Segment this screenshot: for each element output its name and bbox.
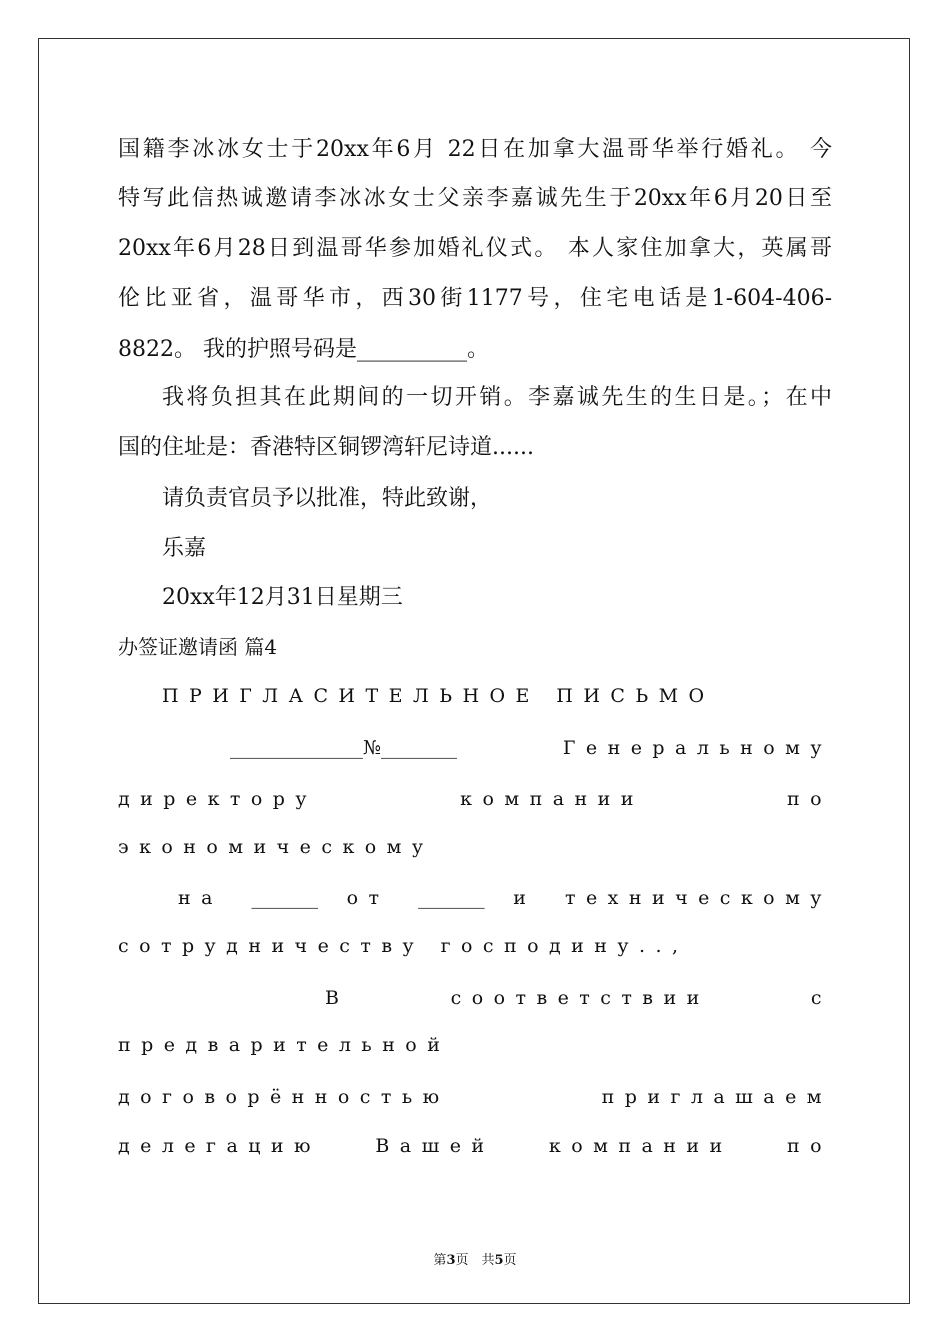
ru-word: делегацию [118,1135,322,1157]
footer-suffix: 页 [503,1253,517,1268]
ru-line [118,1086,832,1108]
ru-line [118,788,832,810]
ru-word: Вашей [375,1135,495,1157]
section-heading: 办签证邀请函 篇4 [118,635,278,659]
ru-word: компании [548,1135,733,1157]
ru-title: ПРИГЛАСИТЕЛЬНОЕ ПИСЬМО [162,685,715,707]
body-line: 伦比亚省，温哥华市，西30街1177号，住宅电话是1-604-406- [118,286,832,311]
ru-line [325,987,832,1009]
ru-line [230,737,832,759]
ru-line: сотрудничеству господину.., [118,935,689,957]
body-line: 我将负担其在此期间的一切开销。李嘉诚先生的生日是。；在中 [162,385,832,410]
ru-word: на [178,887,223,909]
footer-mid: 页 共 [455,1253,495,1268]
footer-page-number: 3 [446,1253,456,1268]
ru-word: соответствии [450,987,710,1009]
page-footer [0,1249,950,1268]
ru-word: директору [118,788,317,810]
ru-word: от [346,887,390,909]
ru-word: по [786,788,832,810]
ru-fill-blank: _______ [251,887,319,909]
ru-line: экономическому [118,836,434,858]
body-line: 国籍李冰冰女士于20xx年6月 22日在加拿大温哥华举行婚礼。 今 [118,137,832,162]
body-line: 国的住址是：香港特区铜锣湾轩尼诗道...... [118,435,534,460]
body-line: 8822。 我的护照号码是__________。 [118,337,489,362]
ru-word: с [810,987,832,1009]
body-line: 20xx年6月28日到温哥华参加婚礼仪式。 本人家住加拿大，英属哥 [118,236,832,261]
ru-word: и [513,887,537,909]
page-border [38,38,910,1304]
ru-word: договорённостью [118,1086,450,1108]
signature: 乐嘉 [162,536,207,561]
ru-line [178,887,832,909]
ru-word: по [786,1135,832,1157]
footer-prefix: 第 [433,1253,447,1268]
ru-word: Генеральному [562,737,832,759]
ru-fill-blank: _______ [418,887,485,909]
ru-line: предварительной [118,1034,451,1056]
ru-fill-blank: ______________№________ [230,737,457,759]
body-line: 特写此信热诚邀请李冰冰女士父亲李嘉诚先生于20xx年6月20日至 [118,186,832,211]
ru-word: техническому [565,887,832,909]
letter-date: 20xx年12月31日星期三 [162,585,403,610]
ru-word: В [325,987,350,1009]
ru-word: приглашаем [601,1086,832,1108]
ru-word: компании [460,788,644,810]
footer-total-pages: 5 [494,1253,504,1268]
request-line: 请负责官员予以批准，特此致谢， [162,486,493,511]
ru-line [118,1135,832,1157]
